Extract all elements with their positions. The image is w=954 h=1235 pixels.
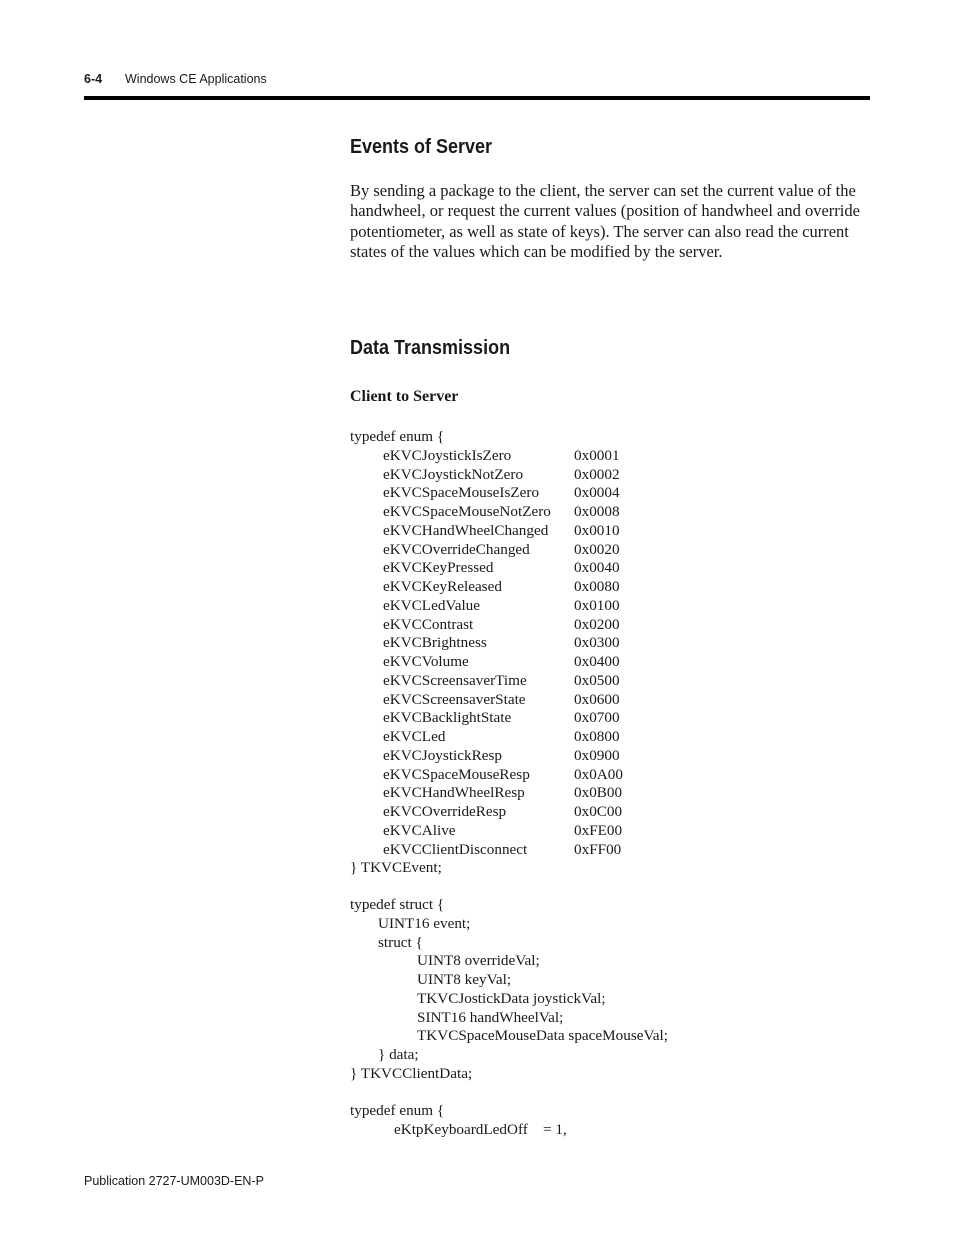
inner-struct-open-line: struct {	[378, 933, 423, 951]
enum-item-value: 0x0300	[574, 634, 620, 652]
enum-item-value: 0x0700	[574, 709, 620, 727]
inner-struct-field: UINT8 keyVal;	[417, 971, 512, 988]
enum-item-value: 0x0040	[574, 559, 620, 577]
enum-item-row	[350, 746, 620, 766]
enum-item-name: eKVCAlive	[383, 821, 456, 839]
enum-item-value: 0xFE00	[574, 821, 623, 839]
enum-item-value: 0x0010	[574, 521, 620, 539]
struct-event-field: UINT16 event;	[378, 914, 471, 932]
enum-item-name: eKVCJoystickIsZero	[383, 446, 512, 464]
enum-item-row	[350, 484, 620, 503]
enum-item-name: eKVCOverrideChanged	[383, 540, 530, 558]
enum-close-line: } TKVCEvent;	[350, 859, 442, 877]
running-section-title: Windows CE Applications	[125, 72, 267, 86]
enum-item-value: 0x0002	[574, 465, 620, 483]
client-to-server-subheading: Client to Server	[350, 388, 459, 405]
enum-item-row	[350, 821, 623, 841]
enum-item-name: eKVCKeyPressed	[383, 559, 494, 577]
enum-item-name: eKVCJoystickNotZero	[383, 465, 524, 483]
enum-item-row	[350, 840, 622, 860]
enum-item-name: eKVCBrightness	[383, 634, 487, 652]
publication-footer: Publication 2727-UM003D-EN-P	[84, 1174, 264, 1188]
enum-item-value: 0x0C00	[574, 803, 623, 820]
enum-item-row	[350, 728, 620, 747]
enum-item-value: 0x0400	[574, 653, 620, 670]
enum-item-value: 0x0080	[574, 578, 620, 595]
enum-item-value: 0x0020	[574, 540, 620, 558]
enum-item-row	[350, 559, 620, 578]
enum-item-row	[350, 765, 623, 785]
enum-item-name: eKVCHandWheelResp	[383, 784, 525, 802]
enum-item-row	[350, 578, 620, 597]
enum-item-row	[350, 521, 620, 541]
enum-items	[350, 446, 623, 860]
enum-item-value: 0x0008	[574, 503, 620, 520]
enum-item-name: eKVCClientDisconnect	[383, 840, 528, 858]
enum-item-row	[350, 803, 623, 822]
enum-item-row	[350, 671, 620, 691]
enum-item-name: eKVCSpaceMouseResp	[383, 765, 530, 783]
enum-item-value: 0x0500	[574, 671, 620, 689]
events-of-server-heading: Events of Server	[350, 136, 493, 158]
enum-item-name: eKVCScreensaverState	[383, 690, 526, 708]
enum-item-name: eKVCVolume	[383, 653, 469, 670]
enum-item-value: 0x0B00	[574, 784, 623, 802]
enum-item-value: 0x0100	[574, 596, 620, 614]
enum-item-row	[350, 784, 623, 803]
page-number: 6-4	[84, 72, 103, 86]
enum-item-row	[350, 690, 620, 710]
enum-item-name: eKVCOverrideResp	[383, 803, 507, 820]
enum-item-row	[350, 615, 620, 635]
enum-item-value: 0x0600	[574, 690, 620, 708]
events-of-server-paragraph: By sending a package to the client, the server can set the current value of the handwheel, or request the current values (position of handwheel and override potentiometer, as well as state of keys). The server can also read the current states of the values which can be modified by the server.	[350, 181, 860, 262]
enum-item-value: 0x0900	[574, 746, 620, 764]
enum-item-name: eKVCLed	[383, 728, 446, 745]
struct-open-line: typedef struct {	[350, 896, 445, 913]
enum-item-name: eKVCHandWheelChanged	[383, 521, 549, 539]
inner-struct-field: TKVCSpaceMouseData spaceMouseVal;	[417, 1027, 668, 1045]
enum2-open-line: typedef enum {	[350, 1102, 445, 1119]
enum-item-value: 0x0A00	[574, 765, 623, 783]
enum-item-name: eKVCJoystickResp	[383, 746, 502, 764]
tkvc-client-data-struct	[350, 896, 668, 1084]
struct-close-line: } TKVCClientData;	[350, 1064, 473, 1082]
enum-item-row	[350, 709, 620, 728]
inner-struct-close-line: } data;	[378, 1046, 419, 1063]
data-transmission-heading: Data Transmission	[350, 337, 511, 359]
inner-struct-field: UINT8 overrideVal;	[417, 952, 540, 970]
inner-struct-field: TKVCJostickData joystickVal;	[417, 989, 606, 1007]
enum2-first-item: eKtpKeyboardLedOff = 1,	[394, 1120, 567, 1138]
enum-item-name: eKVCLedValue	[383, 596, 480, 614]
enum-item-row	[350, 596, 620, 616]
keyboard-led-enum	[350, 1102, 567, 1140]
inner-struct-field: SINT16 handWheelVal;	[417, 1008, 564, 1026]
enum-item-row	[350, 503, 620, 522]
enum-item-row	[350, 634, 620, 653]
page-header	[84, 72, 267, 86]
enum-item-value: 0x0800	[574, 728, 620, 745]
enum-item-name: eKVCBacklightState	[383, 709, 512, 727]
enum-item-row	[350, 653, 620, 672]
enum-item-row	[350, 540, 620, 560]
enum-item-name: eKVCContrast	[383, 615, 474, 633]
header-rule	[84, 96, 870, 100]
tkvc-event-enum	[350, 428, 623, 878]
enum-item-value: 0x0001	[574, 446, 620, 464]
enum-item-name: eKVCSpaceMouseIsZero	[383, 484, 540, 502]
enum-item-name: eKVCSpaceMouseNotZero	[383, 503, 551, 520]
enum-open-line: typedef enum {	[350, 428, 445, 445]
enum-item-value: 0xFF00	[574, 840, 622, 858]
enum-item-name: eKVCKeyReleased	[383, 578, 502, 595]
enum-item-row	[350, 465, 620, 485]
enum-item-row	[350, 446, 620, 466]
enum-item-value: 0x0004	[574, 484, 620, 502]
enum-item-value: 0x0200	[574, 615, 620, 633]
enum-item-name: eKVCScreensaverTime	[383, 671, 527, 689]
